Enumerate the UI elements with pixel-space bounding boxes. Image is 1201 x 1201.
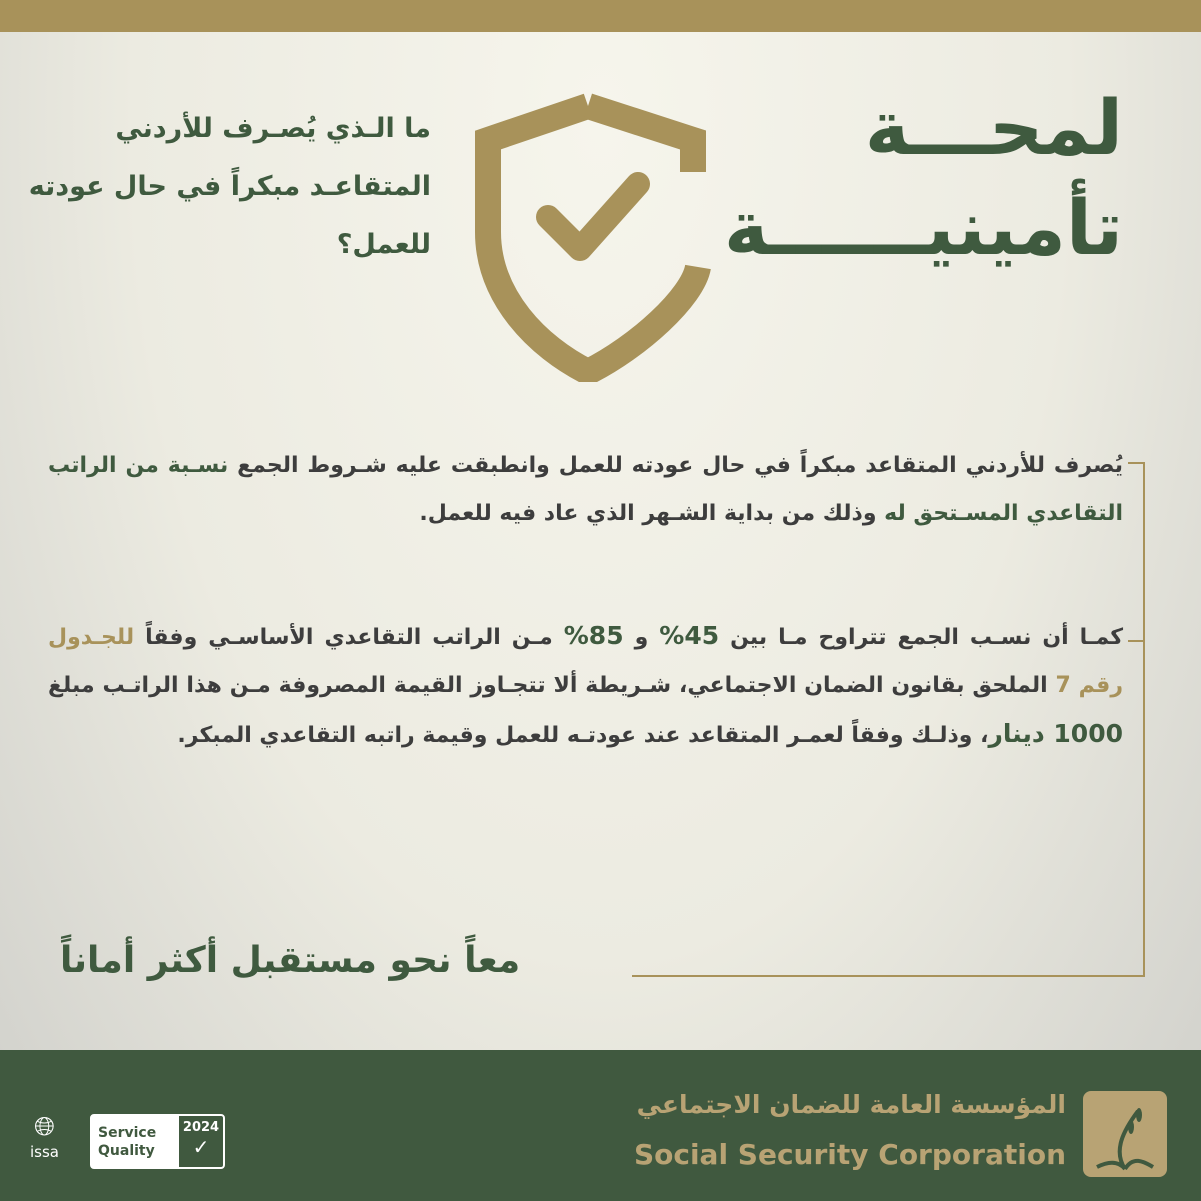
- text: ، وذلـك وفقاً لعمـر المتقاعد عند عودتـه للعمل وقيمة راتبه التقاعدي المبكر.: [177, 723, 989, 748]
- paragraph-2: [48, 612, 1123, 760]
- divider-tick: [1128, 640, 1144, 642]
- badge-text: Service: [98, 1125, 157, 1141]
- issa-logo: [30, 1112, 59, 1161]
- service-quality-badge: [90, 1114, 225, 1169]
- org-name-arabic: المؤسسة العامة للضمان الاجتماعي: [636, 1090, 1066, 1119]
- slogan: معاً نحو مستقبل أكثر أماناً: [60, 940, 521, 981]
- paragraph-1: [48, 442, 1123, 538]
- amount: 1000 دينار: [988, 719, 1123, 748]
- divider-line: [632, 975, 1145, 977]
- top-bar: [0, 0, 1201, 32]
- text: الملحق بقانون الضمان الاجتماعي، شـريطة ألا تتجـاوز القيمة المصروفة مـن هذا الراتـب مبلغ: [48, 673, 1056, 698]
- percent-min: 45%: [659, 621, 720, 650]
- highlight-text: نسـبة من الراتب التقاعدي المسـتحق له: [48, 453, 1123, 526]
- table-reference: للجـدول رقم 7: [48, 625, 1123, 698]
- text: و: [623, 625, 660, 650]
- divider-tick: [1128, 462, 1144, 464]
- check-circle-icon: ✓: [192, 1135, 210, 1159]
- text: كمـا أن نسـب الجمع تتراوح مـا بين: [719, 625, 1123, 650]
- badge-text: Quality: [98, 1143, 155, 1159]
- title-line1: لمحـــة: [864, 83, 1123, 172]
- ssc-logo: [1083, 1091, 1167, 1177]
- percent-max: 85%: [563, 621, 624, 650]
- footer: [0, 1050, 1201, 1201]
- globe-icon: 🌐︎: [34, 1112, 55, 1142]
- text: مـن الراتب التقاعدي الأساسـي وفقاً: [134, 625, 564, 650]
- issa-label: issa: [30, 1143, 59, 1161]
- shield-check-icon: [468, 92, 718, 382]
- title-line2: تأمينيــــــة: [723, 183, 1123, 272]
- text: يُصرف للأردني المتقاعد مبكراً في حال عودته للعمل وانطبقت عليه شـروط الجمع: [228, 453, 1124, 478]
- text: وذلك من بداية الشـهر الذي عاد فيه للعمل.: [419, 501, 885, 526]
- badge-year: 2024: [182, 1120, 220, 1135]
- divider-line: [1143, 462, 1145, 976]
- question-heading: ما الـذي يُصـرف للأردني المتقاعـد مبكراً في حال عودته للعمل؟: [28, 113, 431, 260]
- org-name-english: Social Security Corporation: [633, 1138, 1066, 1171]
- page-title: [724, 78, 1123, 278]
